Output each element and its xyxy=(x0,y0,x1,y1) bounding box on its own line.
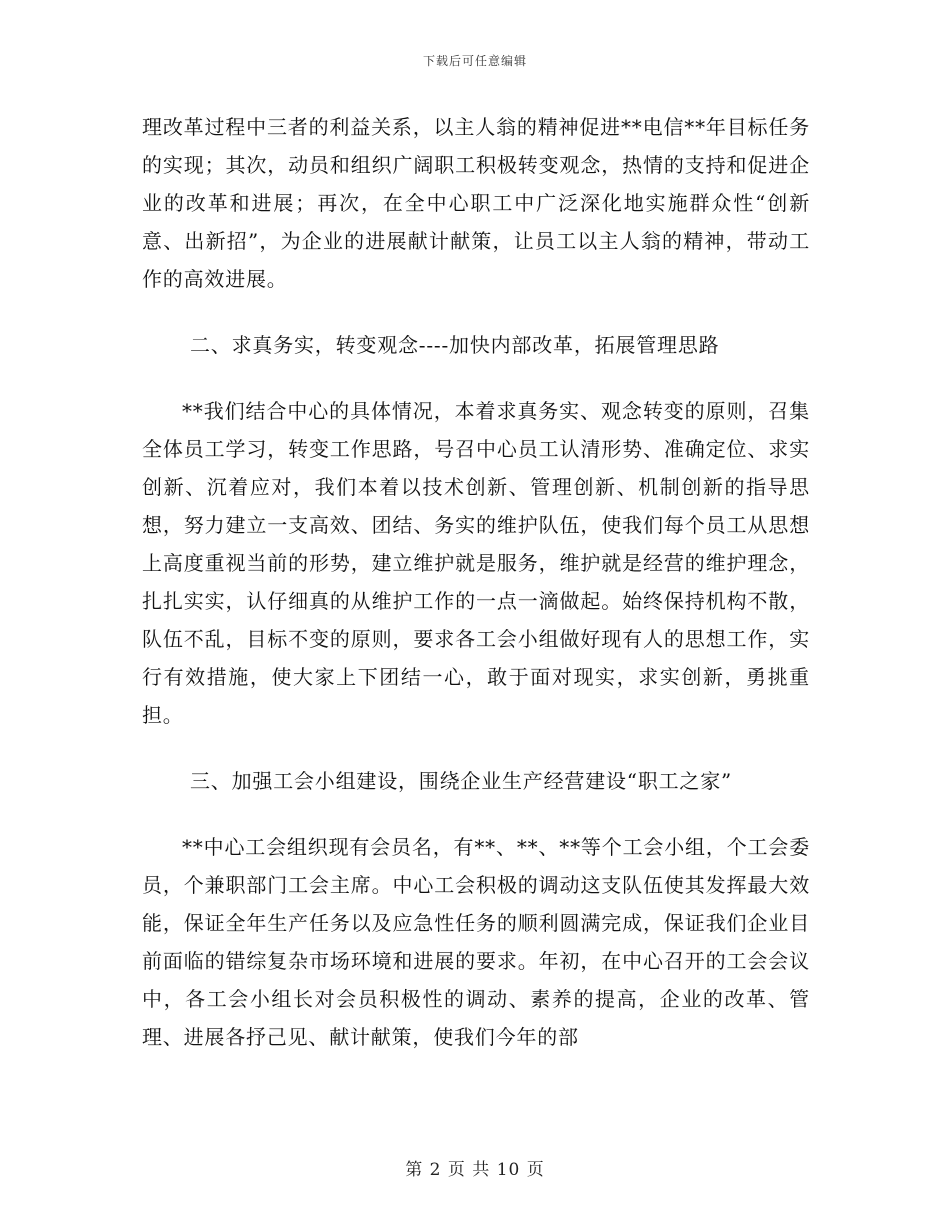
spacer xyxy=(142,364,810,392)
page-number-footer: 第 2 页 共 10 页 xyxy=(405,1160,545,1180)
paragraph-3: **中心工会组织现有会员名，有**、**、**等个工会小组，个工会委员，个兼职部门工会主席。中心工会积极的调动这支队伍使其发挥最大效能，保证全年生产任务以及应急性任务的顺利圆满完成，保证我们企业目前面临的错综复杂市场环境和进展的要求。年初，在中心召开的工会会议中，各工会小组长对会员积极性的调动、素养的提高，企业的改革、管理、进展各抒己见、献计献策，使我们今年的部 xyxy=(142,835,810,1049)
paragraph-1: 理改革过程中三者的利益关系，以主人翁的精神促进**电信**年目标任务的实现；其次，动员和组织广阔职工积极转变观念，热情的支持和促进企业的改革和进展；再次，在全中心职工中广泛深化地实施群众性“创新意、出新招”，为企业的进展献计献策，让员工以主人翁的精神，带动工作的高效进展。 xyxy=(142,115,810,291)
document-body xyxy=(142,108,810,1056)
section-heading-3: 三、加强工会小组建设，围绕企业生产经营建设“职工之家” xyxy=(190,769,733,793)
spacer xyxy=(142,298,810,326)
spacer xyxy=(142,734,810,762)
section-heading-2: 二、求真务实，转变观念----加快内部改革，拓展管理思路 xyxy=(190,333,720,357)
paragraph-2: **我们结合中心的具体情况，本着求真务实、观念转变的原则，召集全体员工学习，转变工作思路，号召中心员工认清形势、准确定位、求实创新、沉着应对，我们本着以技术创新、管理创新、机制创新的指导思想，努力建立一支高效、团结、务实的维护队伍，使我们每个员工从思想上高度重视当前的形势，建立维护就是服务，维护就是经营的维护理念，扎扎实实，认仔细真的从维护工作的一点一滴做起。始终保持机构不散，队伍不乱，目标不变的原则，要求各工会小组做好现有人的思想工作，实行有效措施，使大家上下团结一心，敢于面对现实，求实创新，勇挑重担。 xyxy=(142,399,810,727)
spacer xyxy=(142,800,810,828)
page-header: 下载后可任意编辑 xyxy=(422,54,527,68)
